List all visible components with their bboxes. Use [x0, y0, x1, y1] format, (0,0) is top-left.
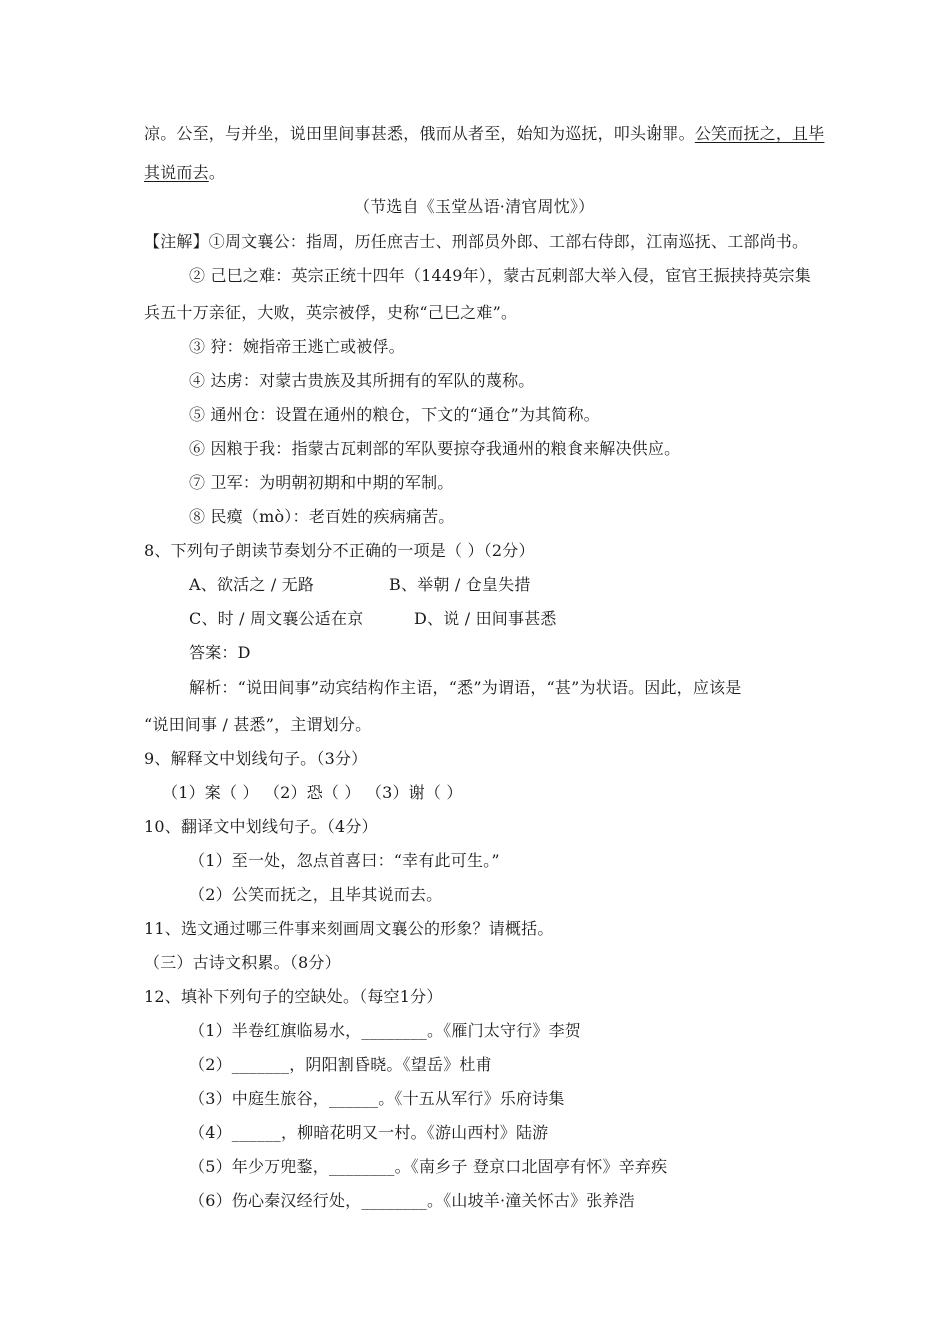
q8-option-c: C、时 / 周文襄公适在京 [189, 609, 364, 628]
q11-stem: 11、选文通过哪三件事来刻画周文襄公的形象？请概括。 [144, 919, 554, 938]
answer-blank: ______ [231, 1123, 281, 1142]
note-7: ⑦ 卫军：为明朝初期和中期的军制。 [189, 473, 454, 492]
q10-item-1: （1）至一处，忽点首喜曰：“幸有此可生。” [189, 851, 500, 870]
passage-line-1 [144, 123, 824, 145]
q12-item-source: 。《十五从军行》乐府诗集 [378, 1089, 565, 1108]
answer-blank: _______ [231, 1055, 290, 1074]
note-6: ⑥ 因粮于我：指蒙古瓦剌部的军队要掠夺我通州的粮食来解决供应。 [189, 439, 681, 458]
note-5: ⑤ 通州仓：设置在通州的粮仓，下文的“通仓”为其简称。 [189, 405, 600, 424]
q12-item [189, 1122, 548, 1144]
passage-period: 。 [208, 163, 226, 182]
q9-items: （1）案（ ） （2）恐（ ） （3）谢（ ） [162, 783, 463, 802]
q12-item-text: （3）中庭生旅谷， [189, 1089, 329, 1108]
q8-option-a: A、欲活之 / 无路 [189, 575, 315, 594]
note-1: 【注解】①周文襄公：指周，历任庶吉士、刑部员外郎、工部右侍郎，江南巡抚、工部尚书。 [144, 232, 809, 251]
q9-stem: 9、解释文中划线句子。（3分） [144, 749, 368, 768]
q12-item [189, 1020, 581, 1042]
q12-item-text: （6）伤心秦汉经行处， [189, 1191, 362, 1210]
q12-item-source: ，柳暗花明又一村。《游山西村》陆游 [280, 1123, 549, 1142]
q12-item [189, 1054, 492, 1076]
q12-item [189, 1156, 667, 1178]
passage-text-after: 罪。 [662, 124, 695, 143]
passage-line-2 [144, 162, 225, 184]
underlined-sentence: 公笑而抚之，且毕 [694, 124, 825, 143]
q12-item-source: 。《山坡羊·潼关怀古》张养浩 [427, 1191, 635, 1210]
q8-stem: 8、下列句子朗读节奏划分不正确的一项是（ ）（2分） [144, 541, 535, 560]
passage-text: 凉。公至，与并坐，说田里间事甚悉，俄而从者至，始知为巡抚，叩头 [144, 124, 647, 143]
q12-item-text: （4） [189, 1123, 232, 1142]
passage-source: （节选自《玉堂丛语·清官周忱》） [354, 197, 595, 216]
q8-answer: 答案：D [189, 643, 251, 662]
q8-option-b: B、举朝 / 仓皇失措 [389, 575, 531, 594]
q12-item-source: ，阴阳割昏晓。《望岳》杜甫 [289, 1055, 492, 1074]
q8-option-d: D、说 / 田间事甚悉 [414, 609, 557, 628]
q12-item-source: 。《雁门太守行》李贺 [427, 1021, 582, 1040]
section-heading: （三）古诗文积累。（8分） [144, 953, 341, 972]
q12-item [189, 1190, 635, 1212]
q8-analysis-cont: “说田间事 / 甚悉”，主谓划分。 [144, 715, 372, 734]
q12-item-text: （5）年少万兜鍪， [189, 1157, 329, 1176]
q12-stem: 12、填补下列句子的空缺处。（每空1分） [144, 987, 443, 1006]
answer-blank: ________ [328, 1157, 395, 1176]
answer-blank: ______ [328, 1089, 379, 1108]
answer-blank: ________ [361, 1021, 427, 1040]
note-4: ④ 达虏：对蒙古贵族及其所拥有的军队的蔑称。 [189, 371, 535, 390]
emphasis-dot-char: 谢 [646, 124, 663, 143]
underlined-sentence-end: 其说而去 [144, 163, 209, 182]
q12-item-source: 。《南乡子 登京口北固亭有怀》辛弃疾 [394, 1157, 668, 1176]
q8-analysis: 解析：“说田间事”动宾结构作主语，“悉”为谓语，“甚”为状语。因此，应该是 [189, 678, 742, 697]
note-2: ② 己巳之难：英宗正统十四年（1449年），蒙古瓦剌部大举入侵，宦官王振挟持英宗集 [189, 266, 812, 285]
q10-item-2: （2）公笑而抚之，且毕其说而去。 [189, 885, 443, 904]
note-8: ⑧ 民瘼（mò）：老百姓的疾病痛苦。 [189, 507, 455, 526]
q12-item [189, 1088, 565, 1110]
q12-item-text: （2） [189, 1055, 232, 1074]
note-2-cont: 兵五十万亲征，大败，英宗被俘，史称“己巳之难”。 [144, 303, 518, 322]
note-3: ③ 狩：婉指帝王逃亡或被俘。 [189, 337, 405, 356]
q12-item-text: （1）半卷红旗临易水， [189, 1021, 362, 1040]
q10-stem: 10、翻译文中划线句子。（4分） [144, 817, 378, 836]
answer-blank: ________ [361, 1191, 427, 1210]
